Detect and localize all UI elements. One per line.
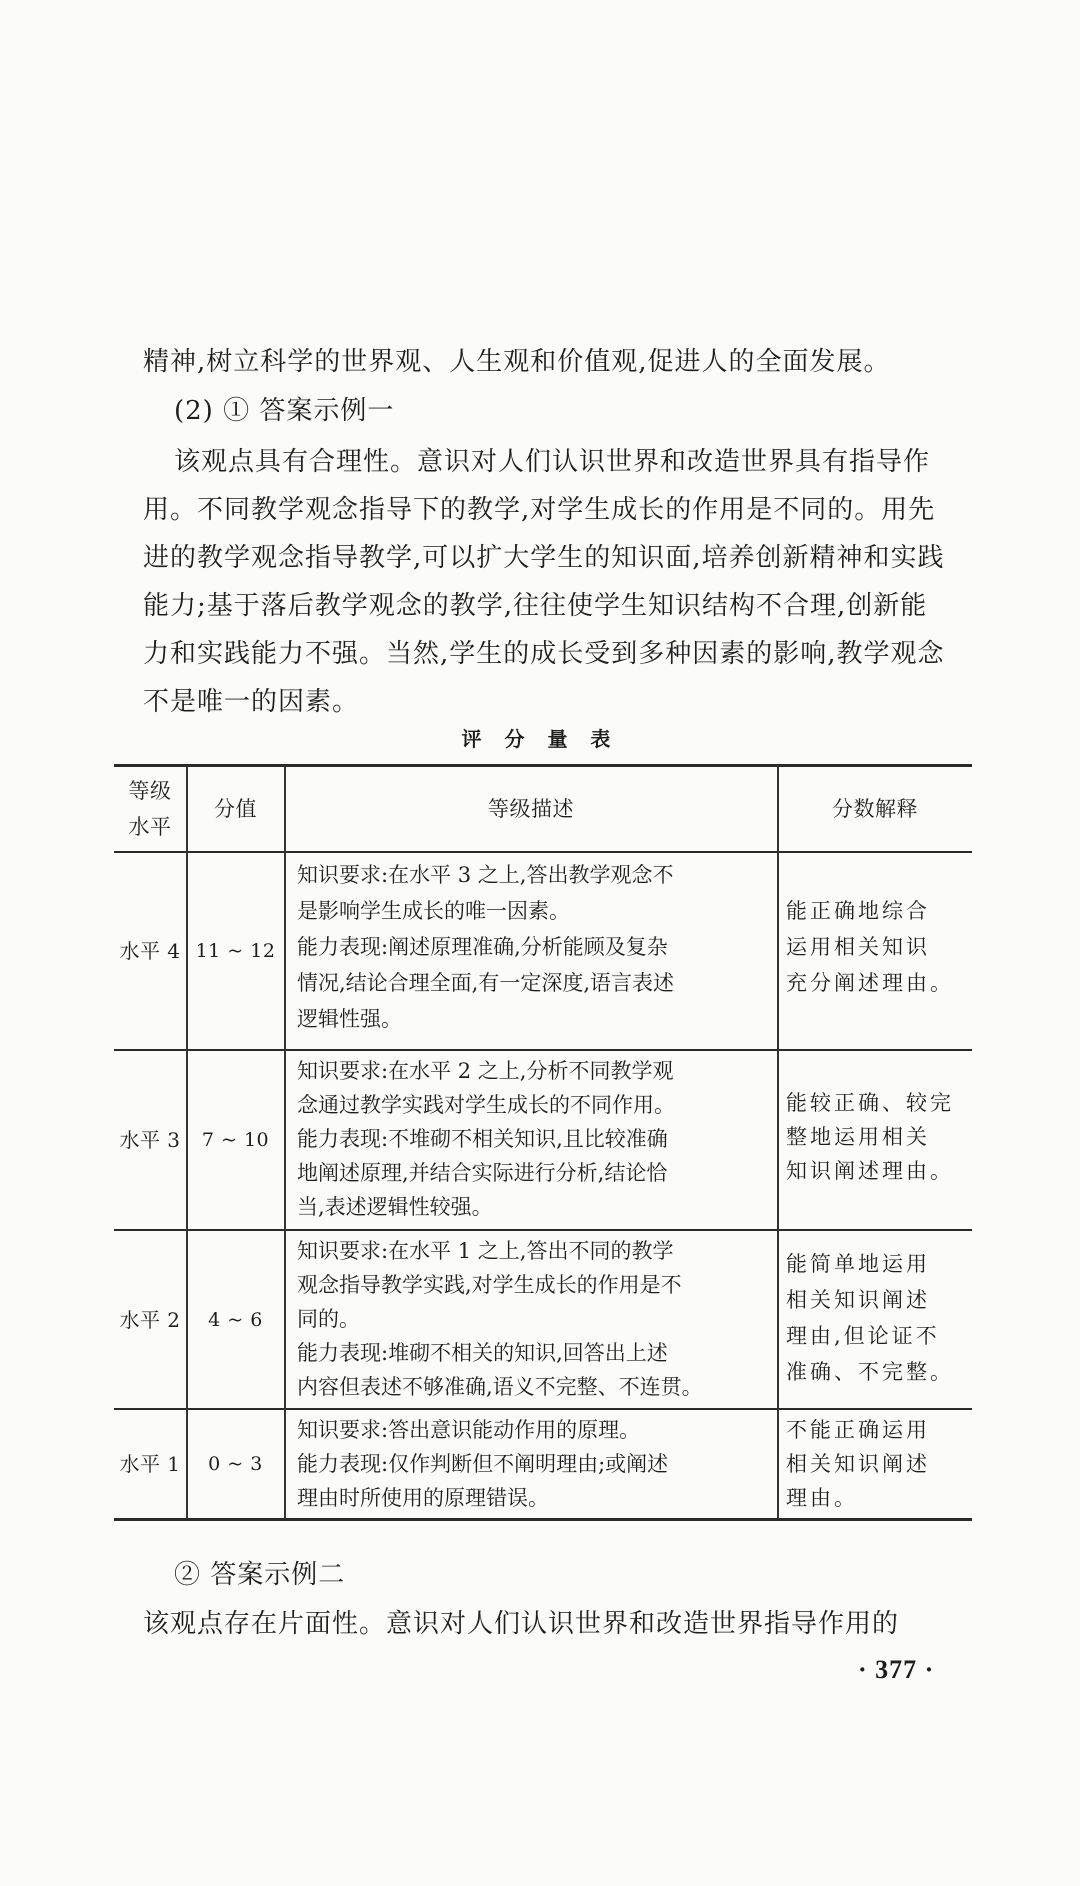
row-level: 水平 4: [119, 939, 181, 963]
explanation-line: 准确、不完整。: [786, 1360, 954, 1384]
explanation-line: 能较正确、较完: [786, 1091, 954, 1115]
description-line: 情况,结论合理全面,有一定深度,语言表述: [297, 971, 675, 995]
row-score: 7 ~ 10: [201, 1129, 270, 1151]
row-explanation: [786, 1413, 966, 1515]
row-level: 水平 1: [119, 1452, 181, 1476]
description-line: 观念指导教学实践,对学生成长的作用是不: [297, 1273, 682, 1297]
paragraph-line: 精神,树立科学的世界观、人生观和价值观,促进人的全面发展。: [143, 347, 891, 377]
explanation-line: 运用相关知识: [786, 935, 930, 959]
explanation-line: 能正确地综合: [786, 899, 930, 923]
description-line: 念通过教学实践对学生成长的不同作用。: [297, 1093, 675, 1117]
header-level: [114, 767, 186, 851]
paragraph-line: 该观点存在片面性。意识对人们认识世界和改造世界指导作用的: [143, 1609, 900, 1639]
description-line: 知识要求:答出意识能动作用的原理。: [297, 1418, 641, 1442]
row-description: [297, 1234, 769, 1404]
paragraph-line: 进的教学观念指导教学,可以扩大学生的知识面,培养创新精神和实践: [143, 543, 945, 573]
header-explanation: 分数解释: [832, 797, 918, 821]
description-line: 知识要求:在水平 1 之上,答出不同的教学: [297, 1239, 674, 1263]
explanation-line: 相关知识阐述: [786, 1452, 930, 1476]
row-score: 4 ~ 6: [208, 1308, 263, 1331]
description-line: 逻辑性强。: [297, 1007, 402, 1031]
explanation-line: 能简单地运用: [786, 1252, 930, 1276]
table-column-divider: [284, 765, 286, 1519]
paragraph-line: 该观点具有合理性。意识对人们认识世界和改造世界具有指导作: [174, 447, 931, 477]
row-level: 水平 3: [119, 1128, 181, 1152]
answer-heading-2: ② 答案示例二: [174, 1560, 346, 1590]
row-description: [297, 1413, 769, 1515]
explanation-line: 相关知识阐述: [786, 1288, 930, 1312]
row-description: [297, 1054, 769, 1224]
row-explanation: [786, 1246, 966, 1390]
description-line: 当,表述逻辑性较强。: [297, 1195, 493, 1219]
description-line: 知识要求:在水平 3 之上,答出教学观念不: [297, 863, 674, 887]
row-score: 11 ~ 12: [195, 940, 276, 962]
description-line: 知识要求:在水平 2 之上,分析不同教学观: [297, 1059, 674, 1083]
explanation-line: 不能正确运用: [786, 1418, 930, 1442]
answer-heading-1: (2) ① 答案示例一: [174, 396, 395, 426]
paragraph-line: 能力;基于落后教学观念的教学,往往使学生知识结构不合理,创新能: [143, 591, 928, 621]
description-line: 地阐述原理,并结合实际进行分析,结论恰: [297, 1161, 668, 1185]
row-level: 水平 2: [119, 1307, 181, 1332]
header-level-line1: 等级: [128, 779, 172, 803]
explanation-line: 知识阐述理由。: [786, 1159, 954, 1183]
description-line: 能力表现:堆砌不相关的知识,回答出上述: [297, 1341, 668, 1365]
row-description: [297, 857, 769, 1037]
description-line: 能力表现:阐述原理准确,分析能顾及复杂: [297, 935, 668, 959]
explanation-line: 理由。: [786, 1486, 858, 1510]
paragraph-line: 不是唯一的因素。: [143, 687, 360, 717]
table-bottom-border: [114, 1518, 972, 1521]
row-explanation: [786, 1086, 966, 1188]
table-column-divider: [777, 765, 779, 1519]
header-score: 分值: [214, 797, 257, 821]
explanation-line: 理由,但论证不: [786, 1324, 940, 1348]
paragraph-line: 用。不同教学观念指导下的教学,对学生成长的作用是不同的。用先: [143, 495, 936, 525]
description-line: 能力表现:不堆砌不相关知识,且比较准确: [297, 1127, 668, 1151]
paragraph-line: 力和实践能力不强。当然,学生的成长受到多种因素的影响,教学观念: [143, 639, 945, 669]
header-description: 等级描述: [488, 797, 574, 821]
row-score: 0 ~ 3: [208, 1453, 263, 1475]
explanation-line: 充分阐述理由。: [786, 971, 954, 995]
description-line: 是影响学生成长的唯一因素。: [297, 899, 570, 923]
description-line: 内容但表述不够准确,语义不完整、不连贯。: [297, 1375, 703, 1399]
explanation-line: 整地运用相关: [786, 1125, 930, 1149]
description-line: 能力表现:仅作判断但不阐明理由;或阐述: [297, 1452, 669, 1476]
table-title: 评 分 量 表: [461, 727, 619, 751]
description-line: 理由时所使用的原理错误。: [297, 1486, 549, 1510]
row-explanation: [786, 893, 966, 1001]
page-number: · 377 ·: [858, 1655, 935, 1684]
description-line: 同的。: [297, 1307, 360, 1331]
header-level-line2: 水平: [128, 815, 172, 839]
